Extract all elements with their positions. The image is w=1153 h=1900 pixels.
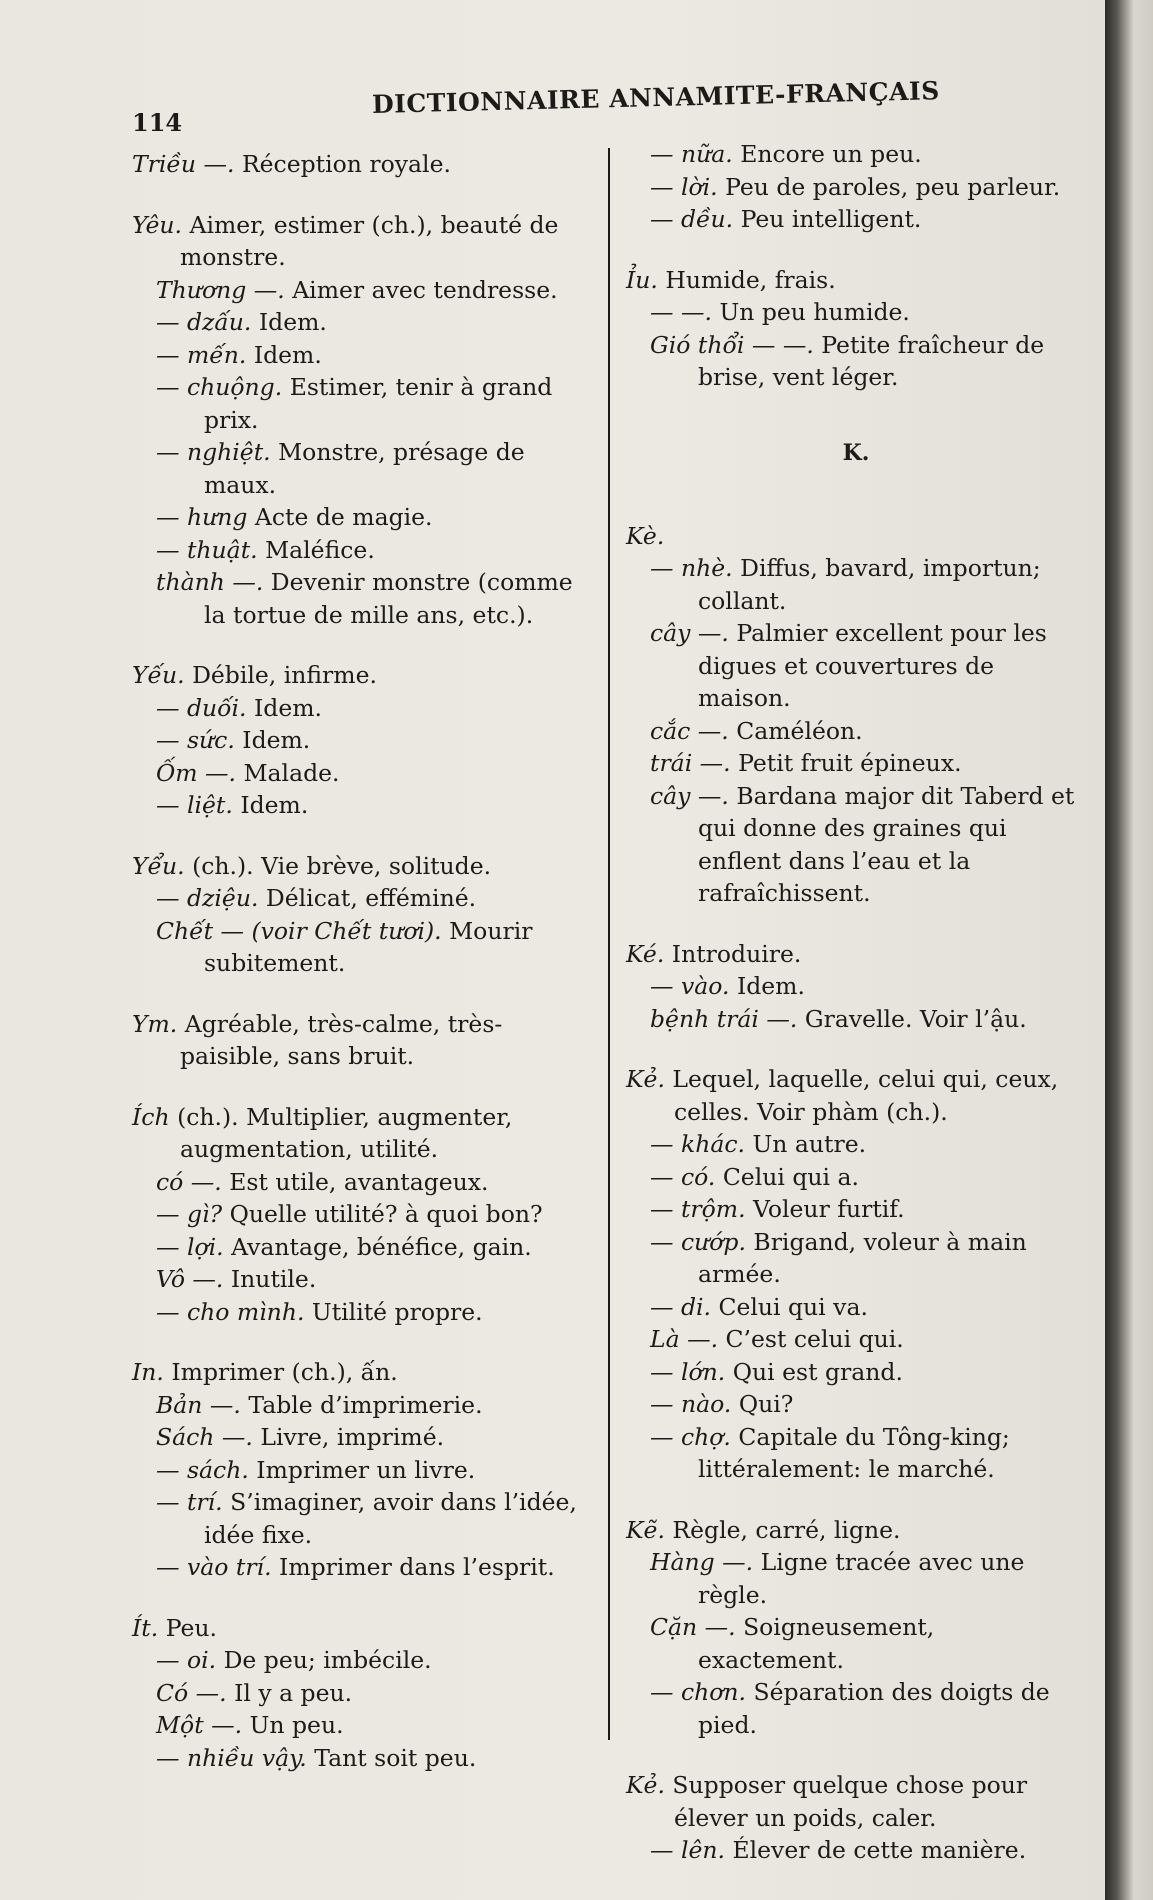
headword: Ít. xyxy=(132,1613,159,1642)
sub-entry xyxy=(626,747,1086,780)
sub-term: — thuật. xyxy=(156,535,258,564)
sub-term: — cho mình. xyxy=(156,1297,305,1326)
sub-term: Chết — (voir Chết tươi). xyxy=(156,916,442,945)
sub-definition: Peu intelligent. xyxy=(740,205,922,233)
sub-entry xyxy=(626,138,1086,171)
sub-entry xyxy=(132,1198,598,1231)
sub-term: — nghiệt. xyxy=(156,438,271,466)
dictionary-entry xyxy=(626,938,1086,1036)
headword: In. xyxy=(132,1358,164,1386)
entry-headline xyxy=(626,1769,1086,1834)
sub-entry xyxy=(132,1742,598,1775)
sub-definition: Brigand, voleur à main armée. xyxy=(698,1227,1027,1288)
sub-entry xyxy=(626,1161,1086,1194)
sub-entry xyxy=(132,436,598,501)
sub-definition: Un autre. xyxy=(752,1130,867,1158)
headword: Kè. xyxy=(626,521,665,550)
sub-definition: Livre, imprimé. xyxy=(260,1423,445,1451)
sub-term: bệnh trái —. xyxy=(650,1004,798,1033)
sub-entry xyxy=(626,1388,1086,1421)
dictionary-entry xyxy=(132,850,598,980)
sub-entry xyxy=(132,1231,598,1264)
definition: Imprimer (ch.), ấn. xyxy=(171,1358,398,1386)
sub-entry xyxy=(132,566,598,631)
sub-definition: Imprimer un livre. xyxy=(256,1455,476,1484)
sub-definition: Idem. xyxy=(242,726,311,754)
definition: (ch.). Multiplier, augmenter, augmentation, utilité. xyxy=(177,1102,513,1163)
running-head: DICTIONNAIRE ANNAMITE-FRANÇAIS xyxy=(371,76,941,119)
sub-definition: C’est celui qui. xyxy=(725,1325,904,1353)
sub-definition: Soigneusement, exactement. xyxy=(698,1613,935,1674)
definition: Supposer quelque chose pour élever un poids, caler. xyxy=(672,1771,1028,1832)
sub-term: — hưng xyxy=(156,503,248,531)
sub-entry xyxy=(132,1677,598,1710)
sub-term: — cướp. xyxy=(650,1227,746,1256)
sub-entry xyxy=(132,1644,598,1677)
sub-entry xyxy=(626,1323,1086,1356)
sub-entry xyxy=(626,780,1086,910)
sub-entry xyxy=(132,789,598,822)
sub-entry xyxy=(132,724,598,757)
sub-term: — khác. xyxy=(650,1130,745,1158)
entry-headline xyxy=(626,1063,1086,1128)
sub-definition: Caméléon. xyxy=(736,716,863,745)
dictionary-entry xyxy=(626,1063,1086,1486)
sub-entry xyxy=(132,692,598,725)
sub-definition: Celui qui va. xyxy=(718,1292,868,1321)
sub-definition: Idem. xyxy=(736,972,805,1000)
sub-definition: Quelle utilité? à quoi bon? xyxy=(229,1200,543,1228)
sub-entry xyxy=(132,501,598,534)
sub-term: — chơn. xyxy=(650,1678,747,1706)
sub-entry xyxy=(132,1486,598,1551)
definition: Réception royale. xyxy=(241,150,451,178)
sub-definition: Palmier excellent pour les digues et couvertures de maison. xyxy=(698,619,1047,712)
right-column xyxy=(626,138,1086,1895)
entry-headline xyxy=(132,1612,598,1645)
sub-term: — lời. xyxy=(650,172,718,201)
dictionary-entry xyxy=(132,659,598,822)
sub-term: Có —. xyxy=(156,1678,227,1707)
entry-headline xyxy=(626,520,1086,553)
sub-entry xyxy=(132,882,598,915)
sub-term: Hàng —. xyxy=(650,1548,754,1576)
sub-term: Thương —. xyxy=(156,275,285,304)
sub-term: cây —. xyxy=(650,619,729,647)
sub-entry xyxy=(132,1389,598,1422)
sub-entry xyxy=(626,203,1086,236)
sub-term: — có. xyxy=(650,1162,716,1191)
sub-term: — trộm. xyxy=(650,1195,746,1223)
sub-entry xyxy=(132,1421,598,1454)
sub-term: Vô —. xyxy=(156,1265,224,1293)
entry-headline xyxy=(132,850,598,883)
sub-entry xyxy=(132,1551,598,1584)
sub-entry xyxy=(626,1356,1086,1389)
sub-entry xyxy=(132,274,598,307)
definition: Lequel, laquelle, celui qui, ceux, celles. Voir phàm (ch.). xyxy=(672,1065,1059,1126)
sub-term: — trí. xyxy=(156,1488,223,1516)
sub-definition: Il y a peu. xyxy=(234,1678,353,1707)
entry-headline xyxy=(132,1101,598,1166)
dictionary-entry xyxy=(132,1008,598,1073)
headword: Ké. xyxy=(626,939,665,968)
dictionary-entry xyxy=(132,1101,598,1329)
sub-term: Một —. xyxy=(156,1711,243,1739)
right-column-bottom xyxy=(626,520,1086,1867)
sub-term: Bản —. xyxy=(156,1390,241,1419)
sub-definition: Petit fruit épineux. xyxy=(738,749,962,777)
headword: Yêu. xyxy=(132,210,182,239)
dictionary-entry xyxy=(132,1612,598,1775)
sub-entry xyxy=(132,1454,598,1487)
page-number: 114 xyxy=(132,108,183,137)
sub-term: Cặn —. xyxy=(650,1613,736,1641)
sub-term: — lợi. xyxy=(156,1232,224,1261)
headword: Ym. xyxy=(132,1009,178,1038)
sub-term: — nào. xyxy=(650,1390,732,1418)
sub-definition: Inutile. xyxy=(230,1265,317,1293)
entry-headline xyxy=(626,938,1086,971)
sub-entry xyxy=(132,339,598,372)
sub-entry xyxy=(132,1166,598,1199)
sub-term: Là —. xyxy=(650,1325,719,1353)
definition: Aimer, estimer (ch.), beauté de monstre. xyxy=(180,210,559,271)
sub-term: trái —. xyxy=(650,749,731,777)
dictionary-entry xyxy=(626,264,1086,394)
headword: Yếu. xyxy=(132,661,185,689)
sub-definition: Estimer, tenir à grand prix. xyxy=(204,373,553,434)
sub-definition: Gravelle. Voir l’ậu. xyxy=(804,1004,1027,1033)
sub-term: — lớn. xyxy=(650,1357,726,1386)
sub-entry xyxy=(626,552,1086,617)
sub-entry xyxy=(626,1291,1086,1324)
sub-definition: Peu de paroles, peu parleur. xyxy=(725,172,1061,201)
sub-definition: Idem. xyxy=(258,308,327,336)
sub-entry xyxy=(132,371,598,436)
sub-entry xyxy=(626,1611,1086,1676)
sub-term: — dzấu. xyxy=(156,308,252,336)
sub-definition: Maléfice. xyxy=(265,535,375,564)
sub-definition: Séparation des doigts de pied. xyxy=(698,1678,1050,1739)
sub-entry xyxy=(626,296,1086,329)
sub-entry xyxy=(132,1263,598,1296)
sub-term: — —. xyxy=(650,298,712,326)
right-column-top xyxy=(626,138,1086,394)
entry-headline xyxy=(626,264,1086,297)
sub-definition: Imprimer dans l’esprit. xyxy=(279,1553,555,1581)
sub-entry xyxy=(626,1128,1086,1161)
definition: Humide, frais. xyxy=(665,265,836,294)
sub-definition: Bardana major dit Taberd et qui donne des graines qui enflent dans l’eau et la rafraîchissent. xyxy=(698,781,1075,907)
dictionary-entry xyxy=(626,138,1086,236)
sub-term: — lên. xyxy=(650,1836,725,1864)
sub-definition: Monstre, présage de maux. xyxy=(204,438,525,499)
sub-entry xyxy=(626,171,1086,204)
left-column xyxy=(132,148,598,1802)
headword: Yểu. xyxy=(132,851,185,880)
sub-definition: Tant soit peu. xyxy=(314,1743,477,1772)
dictionary-entry xyxy=(132,209,598,632)
definition: Débile, infirme. xyxy=(192,661,377,689)
definition: Agréable, très-calme, très-paisible, sans bruit. xyxy=(180,1009,503,1070)
sub-term: — mến. xyxy=(156,340,247,369)
sub-definition: Petite fraîcheur de brise, vent léger. xyxy=(698,330,1045,391)
sub-entry xyxy=(132,1709,598,1742)
entry-headline xyxy=(132,659,598,692)
sub-term: cắc —. xyxy=(650,716,729,745)
sub-definition: Élever de cette manière. xyxy=(732,1836,1027,1864)
sub-term: — chợ. xyxy=(650,1422,731,1451)
sub-definition: Diffus, bavard, importun; collant. xyxy=(698,554,1041,615)
sub-definition: Devenir monstre (comme la tortue de mille ans, etc.). xyxy=(204,568,573,629)
sub-term: — di. xyxy=(650,1292,711,1321)
definition: (ch.). Vie brève, solitude. xyxy=(192,851,492,880)
entry-headline xyxy=(132,1356,598,1389)
sub-term: Sách —. xyxy=(156,1423,253,1451)
sub-definition: Aimer avec tendresse. xyxy=(292,275,558,304)
sub-entry xyxy=(626,715,1086,748)
sub-definition: Un peu humide. xyxy=(719,298,910,326)
sub-term: — nữa. xyxy=(650,140,733,168)
sub-definition: Table d’imprimerie. xyxy=(248,1390,483,1419)
section-letter: K. xyxy=(842,439,870,466)
dictionary-entry xyxy=(132,148,598,181)
definition: Règle, carré, ligne. xyxy=(672,1515,901,1544)
sub-entry xyxy=(626,329,1086,394)
sub-term: — duối. xyxy=(156,693,247,722)
entry-headline xyxy=(626,1514,1086,1547)
sub-entry xyxy=(626,1003,1086,1036)
sub-term: thành —. xyxy=(156,568,264,596)
headword: Kẻ. xyxy=(626,1771,665,1799)
sub-definition: Voleur furtif. xyxy=(753,1195,905,1223)
sub-definition: Utilité propre. xyxy=(311,1297,483,1326)
dictionary-entry xyxy=(132,1356,598,1584)
headword: Kẽ. xyxy=(626,1515,665,1544)
headword: Kẻ. xyxy=(626,1065,665,1093)
sub-definition: Acte de magie. xyxy=(254,503,433,531)
sub-term: — sức. xyxy=(156,726,235,754)
sub-term: — dziệu. xyxy=(156,884,259,912)
sub-definition: Malade. xyxy=(243,758,340,787)
headword: Ỉu. xyxy=(626,265,658,294)
sub-definition: Idem. xyxy=(254,693,322,722)
sub-entry xyxy=(132,1296,598,1329)
sub-entry xyxy=(132,915,598,980)
sub-definition: Qui? xyxy=(738,1390,794,1418)
sub-term: Gió thổi — —. xyxy=(650,330,814,359)
sub-definition: S’imaginer, avoir dans l’idée, idée fixe. xyxy=(204,1488,577,1549)
sub-term: — vào trí. xyxy=(156,1553,272,1581)
sub-definition: Capitale du Tông-king; littéralement: le marché. xyxy=(698,1422,1010,1483)
headword: Ích xyxy=(132,1102,170,1131)
sub-entry xyxy=(132,757,598,790)
book-gutter xyxy=(1105,0,1153,1900)
sub-entry xyxy=(626,1421,1086,1486)
sub-definition: Encore un peu. xyxy=(740,140,922,168)
sub-term: — sách. xyxy=(156,1455,249,1484)
sub-definition: Idem. xyxy=(253,340,322,369)
sub-definition: Est utile, avantageux. xyxy=(229,1167,489,1196)
sub-term: — gì? xyxy=(156,1200,223,1228)
dictionary-entry xyxy=(626,520,1086,910)
entry-headline xyxy=(132,209,598,274)
sub-definition: Un peu. xyxy=(249,1711,344,1739)
sub-definition: Qui est grand. xyxy=(732,1357,903,1386)
sub-entry xyxy=(626,1193,1086,1226)
sub-definition: De peu; imbécile. xyxy=(223,1646,432,1674)
sub-definition: Mourir subitement. xyxy=(204,916,533,977)
sub-definition: Ligne tracée avec une règle. xyxy=(698,1548,1025,1609)
sub-term: — nhiều vậy. xyxy=(156,1743,307,1772)
sub-term: — liệt. xyxy=(156,791,233,819)
dictionary-entry xyxy=(626,1769,1086,1867)
sub-entry xyxy=(626,1226,1086,1291)
entry-headline xyxy=(132,1008,598,1073)
sub-term: — nhè. xyxy=(650,554,733,582)
sub-term: — chuộng. xyxy=(156,373,283,401)
sub-term: — vào. xyxy=(650,972,730,1000)
sub-entry xyxy=(626,1546,1086,1611)
definition: Peu. xyxy=(165,1613,217,1642)
sub-term: cây —. xyxy=(650,781,729,810)
dictionary-entry xyxy=(626,1514,1086,1742)
sub-entry xyxy=(626,1834,1086,1867)
column-rule xyxy=(608,148,610,1740)
definition: Introduire. xyxy=(671,939,802,968)
sub-definition: Avantage, bénéfice, gain. xyxy=(231,1232,532,1261)
sub-entry xyxy=(132,534,598,567)
sub-term: — dều. xyxy=(650,205,734,233)
sub-term: — oi. xyxy=(156,1646,217,1674)
sub-term: Ốm —. xyxy=(156,758,236,787)
sub-entry xyxy=(626,617,1086,715)
sub-definition: Celui qui a. xyxy=(722,1162,859,1191)
sub-entry xyxy=(626,1676,1086,1741)
sub-definition: Délicat, efféminé. xyxy=(265,884,477,912)
headword: Triều —. xyxy=(132,150,235,178)
sub-term: có —. xyxy=(156,1167,222,1196)
sub-entry xyxy=(132,306,598,339)
sub-entry xyxy=(626,970,1086,1003)
entry-headline xyxy=(132,148,598,181)
sub-definition: Idem. xyxy=(240,791,309,819)
